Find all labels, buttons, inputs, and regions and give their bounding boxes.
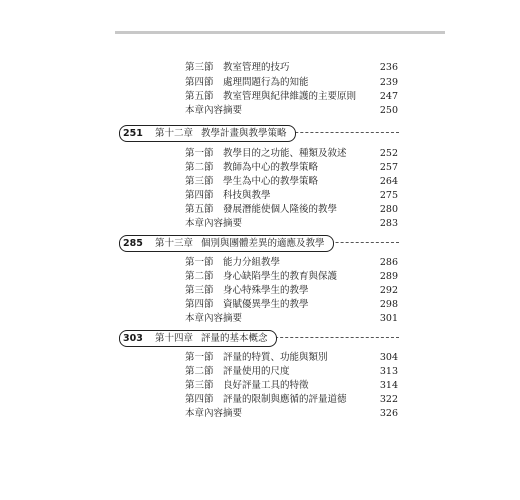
section-title: 良好評量工具的特徵 [223,380,309,391]
section-title: 學生為中心的教學策略 [223,176,319,187]
chapter-page-number: 251 [123,128,143,139]
chapter-name: 第十二章 [155,128,194,139]
toc-summary-entry[interactable] [185,104,398,118]
page-number: 283 [379,218,398,229]
chapter-page-number: 285 [123,238,143,249]
chapter-page-number: 303 [123,333,143,344]
section-title: 評量的限制與應循的評量道德 [223,394,347,405]
section-label: 第一節 [185,148,214,159]
toc-entry[interactable] [185,256,398,270]
page-number: 247 [379,91,398,102]
toc-entry[interactable] [185,175,398,189]
page-number: 275 [379,190,398,201]
top-rule [115,31,445,34]
toc-entry[interactable] [185,189,398,203]
toc-entry[interactable] [185,61,398,75]
page-number: 301 [379,313,398,324]
page-number: 314 [379,380,398,391]
page-number: 286 [379,257,398,268]
chapter-heading-13[interactable] [119,235,399,251]
page-number: 280 [379,204,398,215]
section-title: 處理問題行為的知能 [223,77,309,88]
page-number: 257 [379,162,398,173]
section-label: 第四節 [185,299,214,310]
section-label: 第三節 [185,176,214,187]
page-number: 289 [379,271,398,282]
chapter-name: 第十三章 [155,238,194,249]
toc-entry[interactable] [185,76,398,90]
toc-summary-entry[interactable] [185,407,398,421]
page-number: 326 [379,408,398,419]
toc-entry[interactable] [185,379,398,393]
page-number: 239 [379,77,398,88]
section-label: 第一節 [185,257,214,268]
summary-label: 本章內容摘要 [185,105,243,116]
chapter-label-box [119,235,334,252]
section-title: 教師為中心的教學策略 [223,162,319,173]
section-label: 第四節 [185,394,214,405]
chapter-heading-12[interactable] [119,125,399,141]
chapter-title: 個別與團體差異的適應及教學 [201,238,325,249]
section-title: 科技與教學 [223,190,271,201]
toc-entry[interactable] [185,203,398,217]
page-number: 250 [379,105,398,116]
toc-entry[interactable] [185,147,398,161]
section-label: 第四節 [185,190,214,201]
section-label: 第三節 [185,380,214,391]
chapter-name: 第十四章 [155,333,194,344]
page-number: 264 [379,176,398,187]
section-title: 評量使用的尺度 [223,366,290,377]
toc-summary-entry[interactable] [185,217,398,231]
page-number: 252 [379,148,398,159]
toc-entry[interactable] [185,365,398,379]
page-number: 322 [379,394,398,405]
toc-summary-entry[interactable] [185,312,398,326]
chapter-label-box [119,330,277,347]
chapter-title: 評量的基本概念 [201,333,268,344]
summary-label: 本章內容摘要 [185,313,243,324]
section-title: 發展潛能使個人隆後的教學 [223,204,338,215]
toc-entry[interactable] [185,90,398,104]
summary-label: 本章內容摘要 [185,408,243,419]
page-number: 236 [379,62,398,73]
section-title: 評量的特質、功能與類別 [223,352,328,363]
section-label: 第五節 [185,204,214,215]
section-title: 資賦優異學生的教學 [223,299,309,310]
toc-entry[interactable] [185,298,398,312]
toc-entry[interactable] [185,284,398,298]
section-label: 第二節 [185,271,214,282]
section-label: 第五節 [185,91,214,102]
chapter-label-box [119,125,296,142]
section-label: 第二節 [185,366,214,377]
toc-entry[interactable] [185,393,398,407]
summary-label: 本章內容摘要 [185,218,243,229]
section-title: 身心特殊學生的教學 [223,285,309,296]
chapter-title: 教學計畫與教學策略 [201,128,287,139]
section-label: 第三節 [185,62,214,73]
section-title: 能力分組教學 [223,257,281,268]
section-label: 第四節 [185,77,214,88]
section-label: 第一節 [185,352,214,363]
toc-entry[interactable] [185,161,398,175]
section-title: 教室管理的技巧 [223,62,290,73]
section-title: 身心缺陷學生的教育與保護 [223,271,338,282]
page-number: 304 [379,352,398,363]
page-number: 292 [379,285,398,296]
page-number: 298 [379,299,398,310]
toc-entry[interactable] [185,351,398,365]
section-title: 教學目的之功能、種類及敘述 [223,148,347,159]
section-label: 第二節 [185,162,214,173]
section-label: 第三節 [185,285,214,296]
page-number: 313 [379,366,398,377]
section-title: 教室管理與紀律維護的主要原則 [223,91,357,102]
chapter-heading-14[interactable] [119,330,399,346]
toc-entry[interactable] [185,270,398,284]
